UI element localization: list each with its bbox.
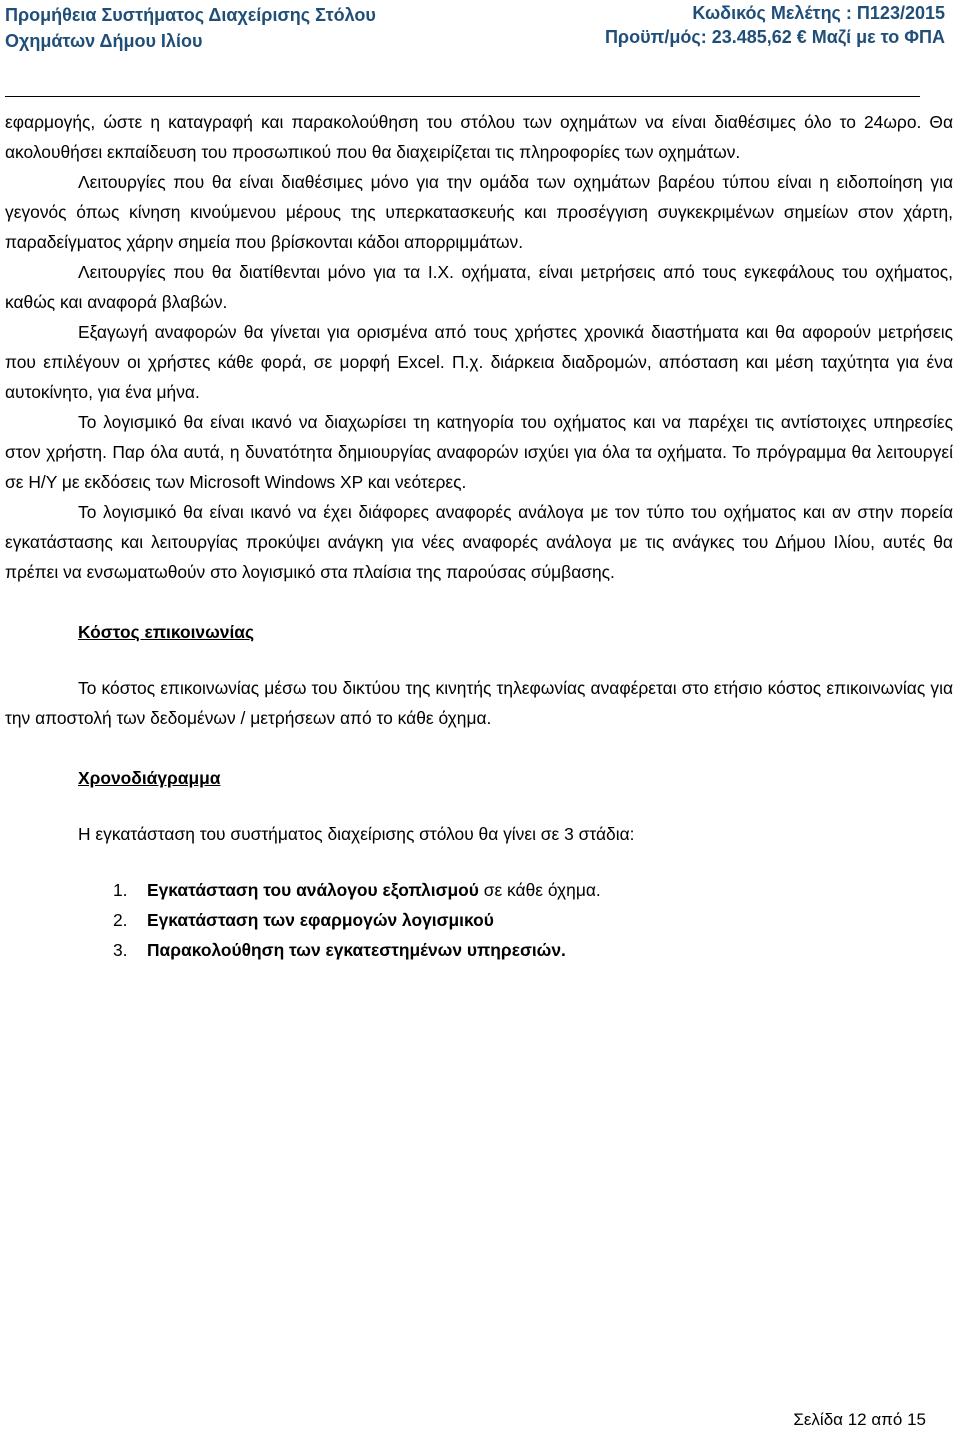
- spacer: [5, 647, 953, 673]
- list-item: [5, 905, 953, 935]
- list-item: [5, 875, 953, 905]
- paragraph-intro: εφαρμογής, ώστε η καταγραφή και παρακολούθηση του στόλου των οχημάτων να είναι διαθέσιμες όλο το 24ωρο. Θα ακολουθήσει εκπαίδευση του προσωπικού που θα διαχειρίζεται τις πληροφορίες των οχημάτων.: [5, 112, 953, 162]
- list-item-bold: Εγκατάσταση των εφαρμογών λογισμικού: [147, 910, 494, 930]
- spacer: [5, 849, 953, 875]
- page-header: [0, 0, 960, 100]
- heading-communication-cost: Κόστος επικοινωνίας: [78, 622, 255, 642]
- paragraph-schedule-intro: Η εγκατάσταση του συστήματος διαχείρισης στόλου θα γίνει σε 3 στάδια:: [78, 824, 635, 844]
- document-body: [5, 107, 953, 965]
- header-title-line1: Προμήθεια Συστήματος Διαχείρισης Στόλου: [5, 5, 376, 25]
- paragraph-reports-export: Εξαγωγή αναφορών θα γίνεται για ορισμένα από τους χρήστες χρονικά διαστήματα και θα αφορούν μετρήσεις που επιλέγουν οι χρήστες κάθε φορά, σε μορφή Excel. Π.χ. διάρκεια διαδρομών, απόσταση και μέση ταχύτητα για ένα αυτοκίνητο, για ένα μήνα.: [5, 322, 953, 402]
- spacer: [5, 793, 953, 819]
- list-item-bold: Παρακολούθηση των εγκατεστημένων υπηρεσιών.: [147, 940, 566, 960]
- paragraph-passenger-vehicles: Λειτουργίες που θα διατίθενται μόνο για τα Ι.Χ. οχήματα, είναι μετρήσεις από τους εγκεφάλους του οχήματος, καθώς και αναφορά βλαβών.: [5, 262, 953, 312]
- heading-schedule: Χρονοδιάγραμμα: [78, 768, 221, 788]
- list-item-number: 3.: [113, 940, 128, 960]
- header-title-line2: Οχημάτων Δήμου Ιλίου: [5, 31, 203, 51]
- list-item-text: σε κάθε όχημα.: [478, 880, 601, 900]
- paragraph-heavy-vehicles: Λειτουργίες που θα είναι διαθέσιμες μόνο για την ομάδα των οχημάτων βαρέου τύπου είναι η ειδοποίηση για γεγονός όπως κίνηση κινούμενου μέρους της υπερκατασκευής και προσέγγιση συγκεκριμένων σημείων στον χάρτη, παραδείγματος χάρην σημεία που βρίσκονται κάδοι απορριμμάτων.: [5, 172, 953, 252]
- paragraph-new-reports: Το λογισμικό θα είναι ικανό να έχει διάφορες αναφορές ανάλογα με τον τύπο του οχήματος και αν στην πορεία εγκατάστασης και λειτουργίας προκύψει ανάγκη για νέες αναφορές ανάλογα με τις ανάγκες του Δήμου Ιλίου, αυτές θα πρέπει να ενσωματωθούν στο λογισμικό στα πλαίσια της παρούσας σύμβασης.: [5, 502, 953, 582]
- paragraph-vehicle-category: Το λογισμικό θα είναι ικανό να διαχωρίσει τη κατηγορία του οχήματος και να παρέχει τις αντίστοιχες υπηρεσίες στον χρήστη. Παρ όλα αυτά, η δυνατότητα δημιουργίας αναφορών ισχύει για όλα τα οχήματα. Το πρόγραμμα θα λειτουργεί σε Η/Υ με εκδόσεις των Microsoft Windows XP και νεότερες.: [5, 412, 953, 492]
- header-study-code: Κωδικός Μελέτης : Π123/2015: [692, 3, 945, 23]
- spacer: [5, 587, 953, 617]
- list-item-bold: Εγκατάσταση του ανάλογου εξοπλισμού: [147, 880, 479, 900]
- schedule-stages-list: [5, 875, 953, 965]
- header-budget: Προϋπ/μός: 23.485,62 € Μαζί με το ΦΠΑ: [604, 27, 945, 47]
- header-divider: [5, 96, 920, 97]
- page-number: Σελίδα 12 από 15: [793, 1410, 926, 1429]
- paragraph-communication-cost: Το κόστος επικοινωνίας μέσω του δικτύου της κινητής τηλεφωνίας αναφέρεται στο ετήσιο κόστος επικοινωνίας για την αποστολή των δεδομένων / μετρήσεων από το κάθε όχημα.: [5, 678, 953, 728]
- list-item-number: 2.: [113, 910, 128, 930]
- list-item-number: 1.: [113, 880, 128, 900]
- list-item: [5, 935, 953, 965]
- spacer: [5, 733, 953, 763]
